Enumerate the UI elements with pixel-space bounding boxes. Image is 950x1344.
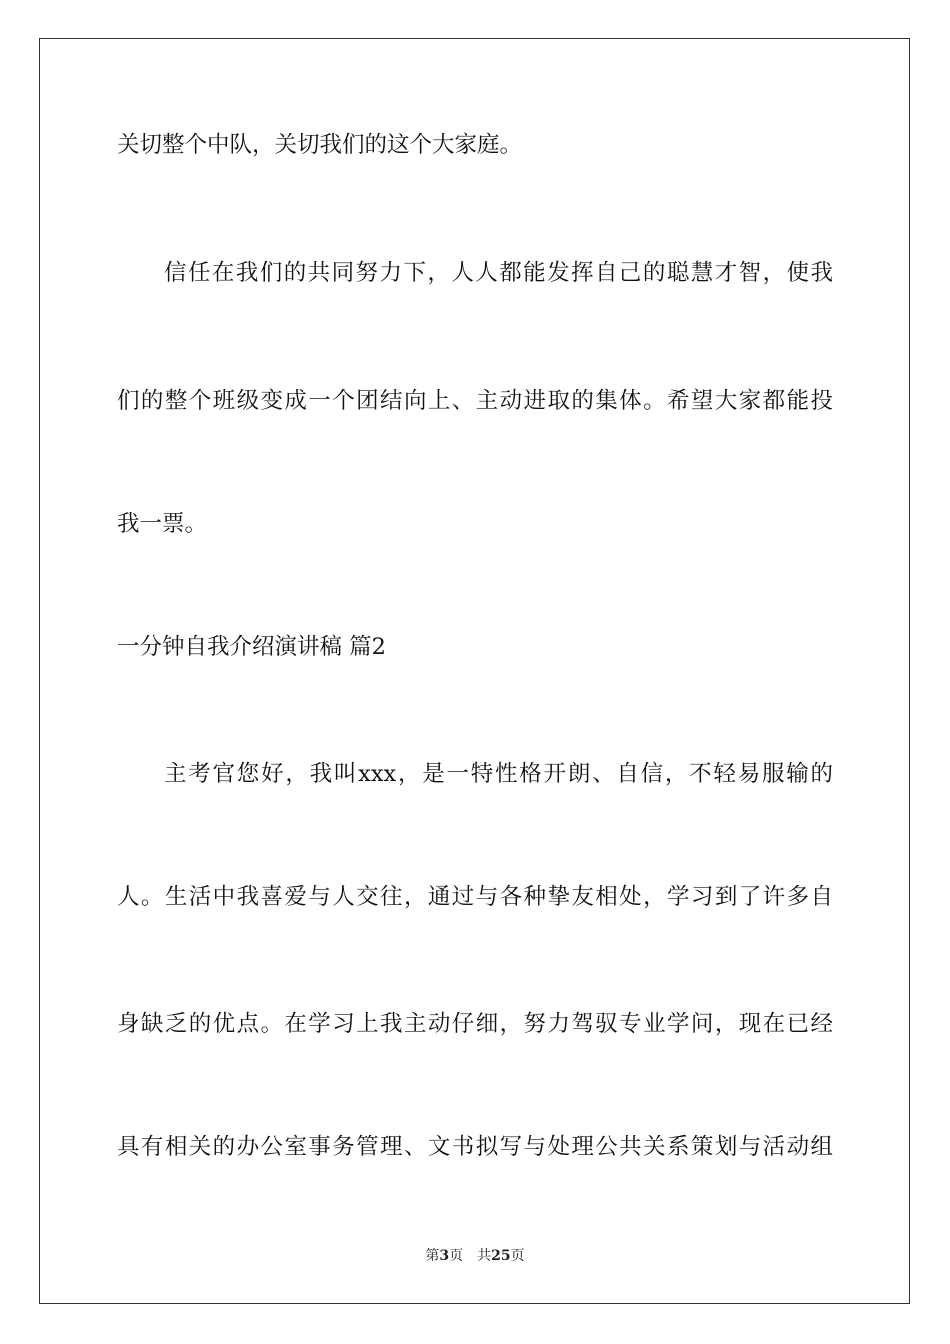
paragraph-line: 具有相关的办公室事务管理、文书拟写与处理公共关系策划与活动组 [117, 1134, 833, 1160]
current-page-number: 3 [439, 1248, 450, 1264]
paragraph-line: 关切整个中队，关切我们的这个大家庭。 [117, 132, 523, 158]
paragraph-line: 人。生活中我喜爱与人交往，通过与各种挚友相处，学习到了许多自 [117, 884, 833, 910]
page-prefix: 第 [425, 1248, 440, 1264]
paragraph-line: 我一票。 [117, 511, 208, 537]
paragraph-line: 信任在我们的共同努力下，人人都能发挥自己的聪慧才智，使我 [164, 260, 833, 286]
paragraph-line: 身缺乏的优点。在学习上我主动仔细，努力驾驭专业学问，现在已经 [117, 1011, 833, 1037]
total-prefix: 共 [477, 1248, 492, 1264]
page-footer [0, 1246, 950, 1266]
section-heading: 一分钟自我介绍演讲稿 篇2 [117, 634, 386, 660]
total-page-count: 25 [491, 1248, 511, 1264]
page-suffix: 页 [449, 1248, 464, 1264]
paragraph-line: 主考官您好，我叫xxx，是一特性格开朗、自信，不轻易服输的 [164, 761, 833, 787]
paragraph-line: 们的整个班级变成一个团结向上、主动进取的集体。希望大家都能投 [117, 388, 833, 414]
total-suffix: 页 [510, 1248, 525, 1264]
page-border [39, 38, 910, 1304]
